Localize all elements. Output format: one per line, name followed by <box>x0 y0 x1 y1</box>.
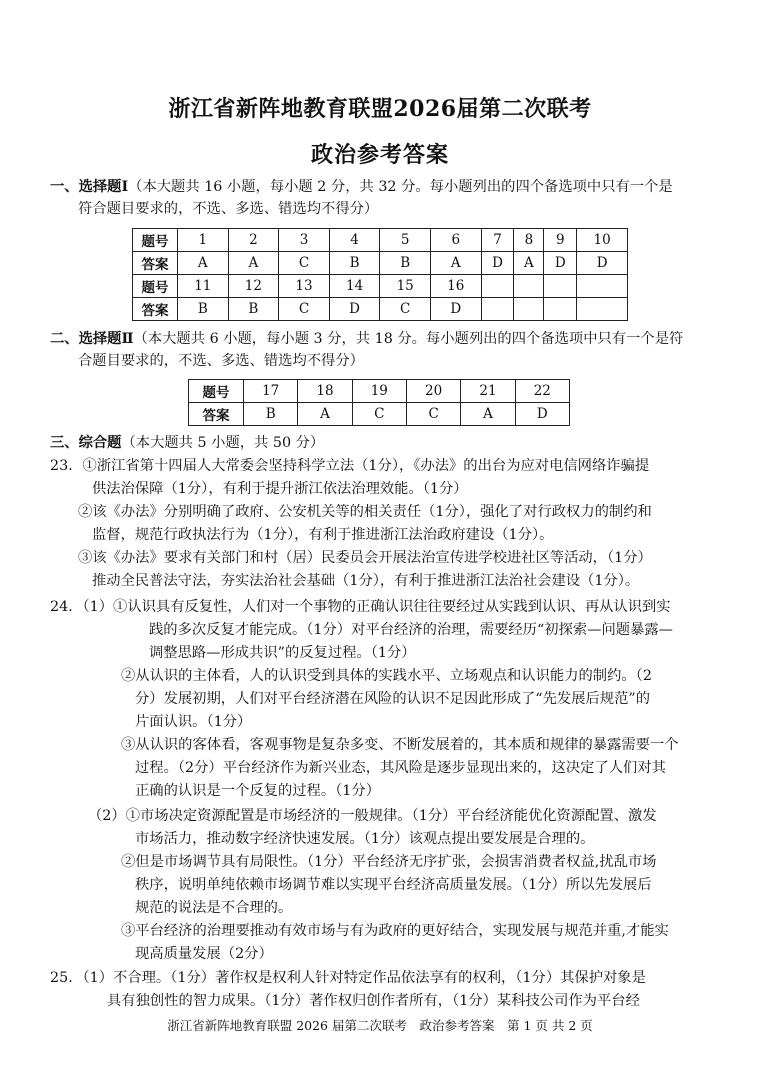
section1-answer-table <box>132 228 628 321</box>
table-cell: 5 <box>380 229 431 252</box>
section2-heading: 二、选择题Ⅱ <box>50 331 134 347</box>
table-cell: 15 <box>380 275 431 298</box>
answer-line: ③平台经济的治理要推动有效市场与有为政府的更好结合，实现发展与规范并重,才能实 <box>121 923 669 939</box>
table-cell: C <box>352 403 406 426</box>
table-cell: 22 <box>515 380 569 403</box>
page-footer: 浙江省新阵地教育联盟 2026 届第二次联考 政治参考答案 第 1 页 共 2 页 <box>167 1018 593 1033</box>
table-cell: B <box>244 403 298 426</box>
table-cell: 16 <box>430 275 481 298</box>
table-row <box>189 380 570 403</box>
answer-line: 具有独创性的智力成果。（1分）著作权归创作者所有，（1分）某科技公司作为平台经 <box>107 993 640 1009</box>
table-cell: B <box>329 252 380 275</box>
table-cell: 4 <box>329 229 380 252</box>
answer-line: 过程。（2分）平台经济作为新兴业态，其风险是逐步显现出来的，这决定了人们对其 <box>135 760 666 776</box>
section2-header <box>50 329 683 349</box>
table-cell: D <box>329 298 380 321</box>
table-header-cell: 答案 <box>133 298 178 321</box>
table-row <box>133 252 628 275</box>
answer-line: 24．（1）①认识具有反复性，人们对一个事物的正确认识往往要经过从实践到认识、再从认识到实 <box>50 599 671 615</box>
table-cell: C <box>380 298 431 321</box>
table-header-cell: 题号 <box>189 380 244 403</box>
table-cell: 9 <box>544 229 577 252</box>
table-header-cell: 题号 <box>133 229 178 252</box>
answer-line: 规范的说法是不合理的。 <box>135 900 293 916</box>
table-cell: 1 <box>178 229 229 252</box>
answer-line: 片面认识。（1分） <box>135 714 252 730</box>
table-cell: B <box>228 298 279 321</box>
table-cell: 13 <box>279 275 330 298</box>
table-cell: 17 <box>244 380 298 403</box>
answer-line: 践的多次反复才能完成。（1分）对平台经济的治理，需要经历“初探索—问题暴露— <box>149 622 673 638</box>
table-cell: 11 <box>178 275 229 298</box>
table-cell: 14 <box>329 275 380 298</box>
table-cell: 2 <box>228 229 279 252</box>
answer-line: 分）发展初期，人们对平台经济潜在风险的认识不足因此形成了“先发展后规范”的 <box>135 691 651 707</box>
section3-heading: 三、综合题 <box>50 435 122 451</box>
table-cell: A <box>178 252 229 275</box>
table-cell: 7 <box>481 229 514 252</box>
table-cell: 6 <box>430 229 481 252</box>
answer-line: ②但是市场调节具有局限性。（1分）平台经济无序扩张，会损害消费者权益,扰乱市场 <box>121 854 657 870</box>
answer-line: ③该《办法》要求有关部门和村（居）民委员会开展法治宣传进学校进社区等活动，（1分） <box>78 550 652 566</box>
table-cell: D <box>430 298 481 321</box>
table-cell <box>481 298 514 321</box>
table-cell: 3 <box>279 229 330 252</box>
answer-line: 正确的认识是一个反复的过程。（1分） <box>135 783 380 799</box>
table-cell: D <box>544 252 577 275</box>
answer-line: ②从认识的主体看，人的认识受到具体的实践水平、立场观点和认识能力的制约。（2 <box>121 668 652 684</box>
answer-line: 市场活力，推动数字经济快速发展。（1分）该观点提出要发展是合理的。 <box>135 831 595 847</box>
table-cell: A <box>430 252 481 275</box>
table-cell <box>577 275 628 298</box>
table-cell <box>514 298 544 321</box>
table-row <box>189 403 570 426</box>
table-header-cell: 题号 <box>133 275 178 298</box>
table-cell: 18 <box>298 380 352 403</box>
table-cell <box>577 298 628 321</box>
table-cell: B <box>380 252 431 275</box>
table-cell <box>544 275 577 298</box>
answer-line: 25．（1）不合理。（1分）著作权是权利人针对特定作品依法享有的权利，（1分）其保护对象是 <box>50 970 646 986</box>
table-header-cell: 答案 <box>133 252 178 275</box>
table-cell <box>481 275 514 298</box>
section1-desc-line2: 符合题目要求的，不选、多选、错选均不得分） <box>78 201 379 217</box>
table-cell: C <box>406 403 460 426</box>
section2-answer-table <box>188 379 570 426</box>
table-cell: D <box>515 403 569 426</box>
table-cell: C <box>279 252 330 275</box>
table-cell: A <box>228 252 279 275</box>
answer-line: ②该《办法》分别明确了政府、公安机关等的相关责任（1分），强化了对行政权力的制约和 <box>78 504 652 520</box>
table-cell: 21 <box>461 380 515 403</box>
table-header-cell: 答案 <box>189 403 244 426</box>
table-cell: 19 <box>352 380 406 403</box>
table-cell <box>544 298 577 321</box>
answer-line: 供法治保障（1分），有利于提升浙江依法治理效能。（1分） <box>92 481 468 497</box>
answer-line: 监督，规范行政执法行为（1分），有利于推进浙江法治政府建设（1分）。 <box>92 527 554 543</box>
answer-line: ③从认识的客体看，客观事物是复杂多变、不断发展着的，其本质和规律的暴露需要一个 <box>121 737 679 753</box>
section2-desc-line1: （本大题共 6 小题，每小题 3 分，共 18 分。每小题列出的四个备选项中只有一个是符 <box>133 331 684 347</box>
document-subtitle: 政治参考答案 <box>310 142 449 168</box>
answer-line: 现高质量发展（2分） <box>135 946 273 962</box>
table-row <box>133 275 628 298</box>
table-cell: A <box>298 403 352 426</box>
table-cell <box>514 275 544 298</box>
table-cell: D <box>577 252 628 275</box>
section3-desc: （本大题共 5 小题，共 50 分） <box>121 435 325 451</box>
section1-header <box>50 177 673 197</box>
answer-line: 推动全民普法守法，夯实法治社会基础（1分），有利于推进浙江法治社会建设（1分）。 <box>92 573 640 589</box>
table-row <box>133 229 628 252</box>
answer-line: 23．①浙江省第十四届人大常委会坚持科学立法（1分），《办法》的出台为应对电信网络诈骗提 <box>50 458 650 474</box>
answer-line: 秩序，说明单纯依赖市场调节难以实现平台经济高质量发展。（1分）所以先发展后 <box>135 877 652 893</box>
table-cell: C <box>279 298 330 321</box>
section3-header <box>50 433 324 453</box>
table-cell: A <box>461 403 515 426</box>
table-cell: B <box>178 298 229 321</box>
document-title: 浙江省新阵地教育联盟2026届第二次联考 <box>168 96 592 122</box>
table-cell: D <box>481 252 514 275</box>
table-row <box>133 298 628 321</box>
table-cell: 20 <box>406 380 460 403</box>
table-cell: A <box>514 252 544 275</box>
answer-line: 调整思路—形成共识”的反复过程。（1分） <box>149 645 416 661</box>
section1-heading: 一、选择题Ⅰ <box>50 179 129 195</box>
table-cell: 12 <box>228 275 279 298</box>
answer-line: （2）①市场决定资源配置是市场经济的一般规律。（1分）平台经济能优化资源配置、激发 <box>88 808 657 824</box>
section2-desc-line2: 合题目要求的，不选、多选、错选均不得分） <box>78 353 364 369</box>
table-cell: 10 <box>577 229 628 252</box>
table-cell: 8 <box>514 229 544 252</box>
section1-desc-line1: （本大题共 16 小题，每小题 2 分，共 32 分。每小题列出的四个备选项中只有一个是 <box>128 179 673 195</box>
